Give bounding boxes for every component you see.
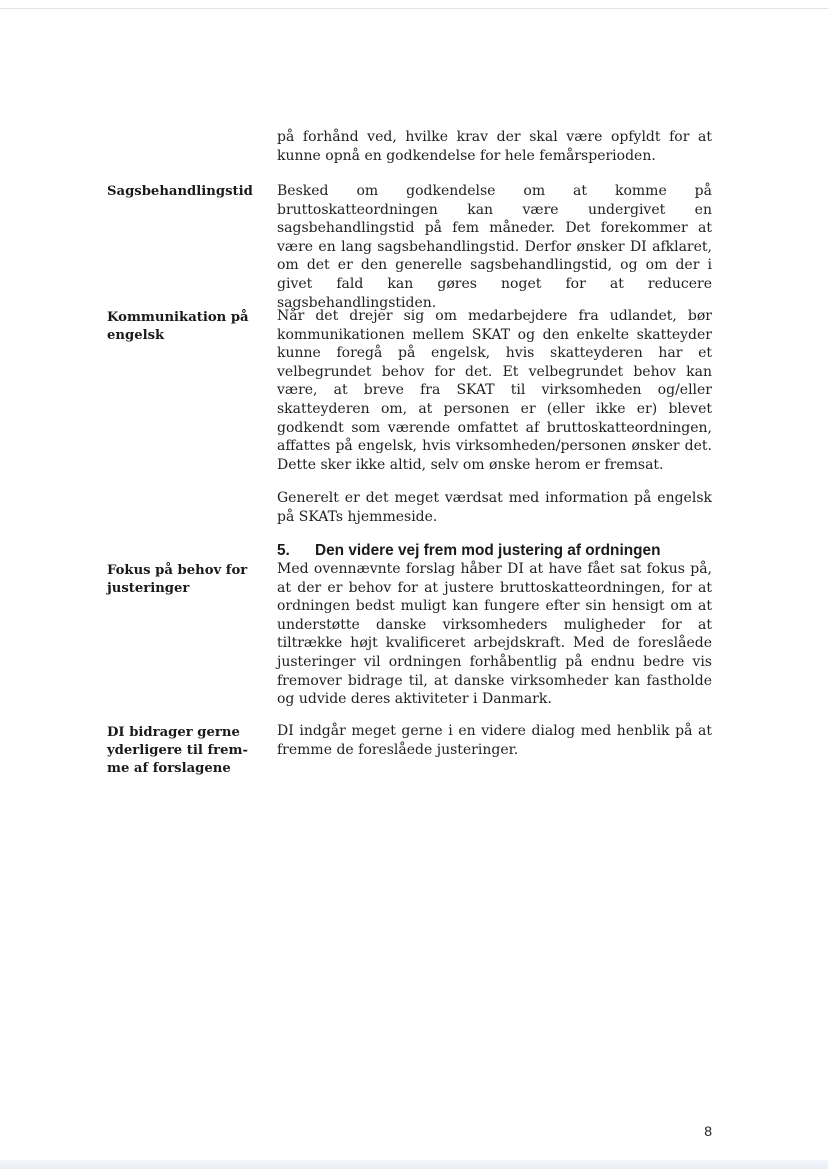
section-heading bbox=[277, 541, 717, 561]
paragraph-fokus: Med ovennævnte forslag håber DI at have fået sat fokus på, at der er behov for at justere bruttoskatteordningen, for at ordningen bedst muligt kan fungere efter sin hensigt om at understøtte danske virksomheders muligheder for at tiltrække højt kvalificeret arbejdskraft. Med de foreslåede justeringer vil ordningen forhåbentlig på endnu bedre vis fremover bidrage til, at danske virksomheder kan fastholde og udvide deres aktiviteter i Danmark. bbox=[277, 561, 712, 708]
section-title: Den videre vej frem mod justering af ordningen bbox=[315, 542, 661, 559]
paragraph-kommunikation: Når det drejer sig om medarbejdere fra udlandet, bør kommunikationen mellem SKAT og den enkelte skatteyder kunne foregå på engelsk, hvis skatteyderen har et velbegrundet behov for det. Et velbegrundet behov kan være, at breve fra SKAT til virksomheden og/eller skatteyderen om, at personen er (eller ikke er) blevet godkendt som værende omfattet af bruttoskatteordningen, affattes på engelsk, hvis virksomheden/personen ønsker det. Dette sker ikke altid, selv om ønske herom er fremsat. bbox=[277, 308, 712, 473]
paragraph-engelsk-hjemmeside: Generelt er det meget værdsat med information på engelsk på SKATs hjemmeside. bbox=[277, 490, 712, 525]
side-label-sagsbehandlingstid: Sagsbehandlingstid bbox=[107, 184, 253, 199]
bottom-edge-band bbox=[0, 1160, 828, 1169]
paragraph-sagsbehandlingstid: Besked om godkendelse om at komme på bruttoskatteordningen kan være undergivet en sagsbehandlingstid på fem måneder. Det forekommer at være en lang sagsbehandlingstid. Derfor ønsker DI afklaret, om det er den generelle sagsbehandlingstid, og om der i givet fald kan gøres noget for at reducere sagsbehandlingstiden. bbox=[277, 183, 712, 311]
intro-paragraph: på forhånd ved, hvilke krav der skal være opfyldt for at kunne opnå en godkendelse for hele femårsperioden. bbox=[277, 129, 712, 164]
side-label-di-bidrager: DI bidrager gerne yderligere til fremme af forslagene bbox=[107, 725, 248, 776]
paragraph-di-bidrager: DI indgår meget gerne i en videre dialog med henblik på at fremme de foreslåede justeringer. bbox=[277, 723, 712, 758]
side-label-kommunikation: Kommunikation på engelsk bbox=[107, 310, 249, 343]
section-number: 5. bbox=[277, 542, 290, 559]
side-label-fokus: Fokus på behov for justeringer bbox=[107, 563, 248, 596]
top-edge-line bbox=[0, 8, 828, 9]
page-number: 8 bbox=[704, 1123, 712, 1139]
